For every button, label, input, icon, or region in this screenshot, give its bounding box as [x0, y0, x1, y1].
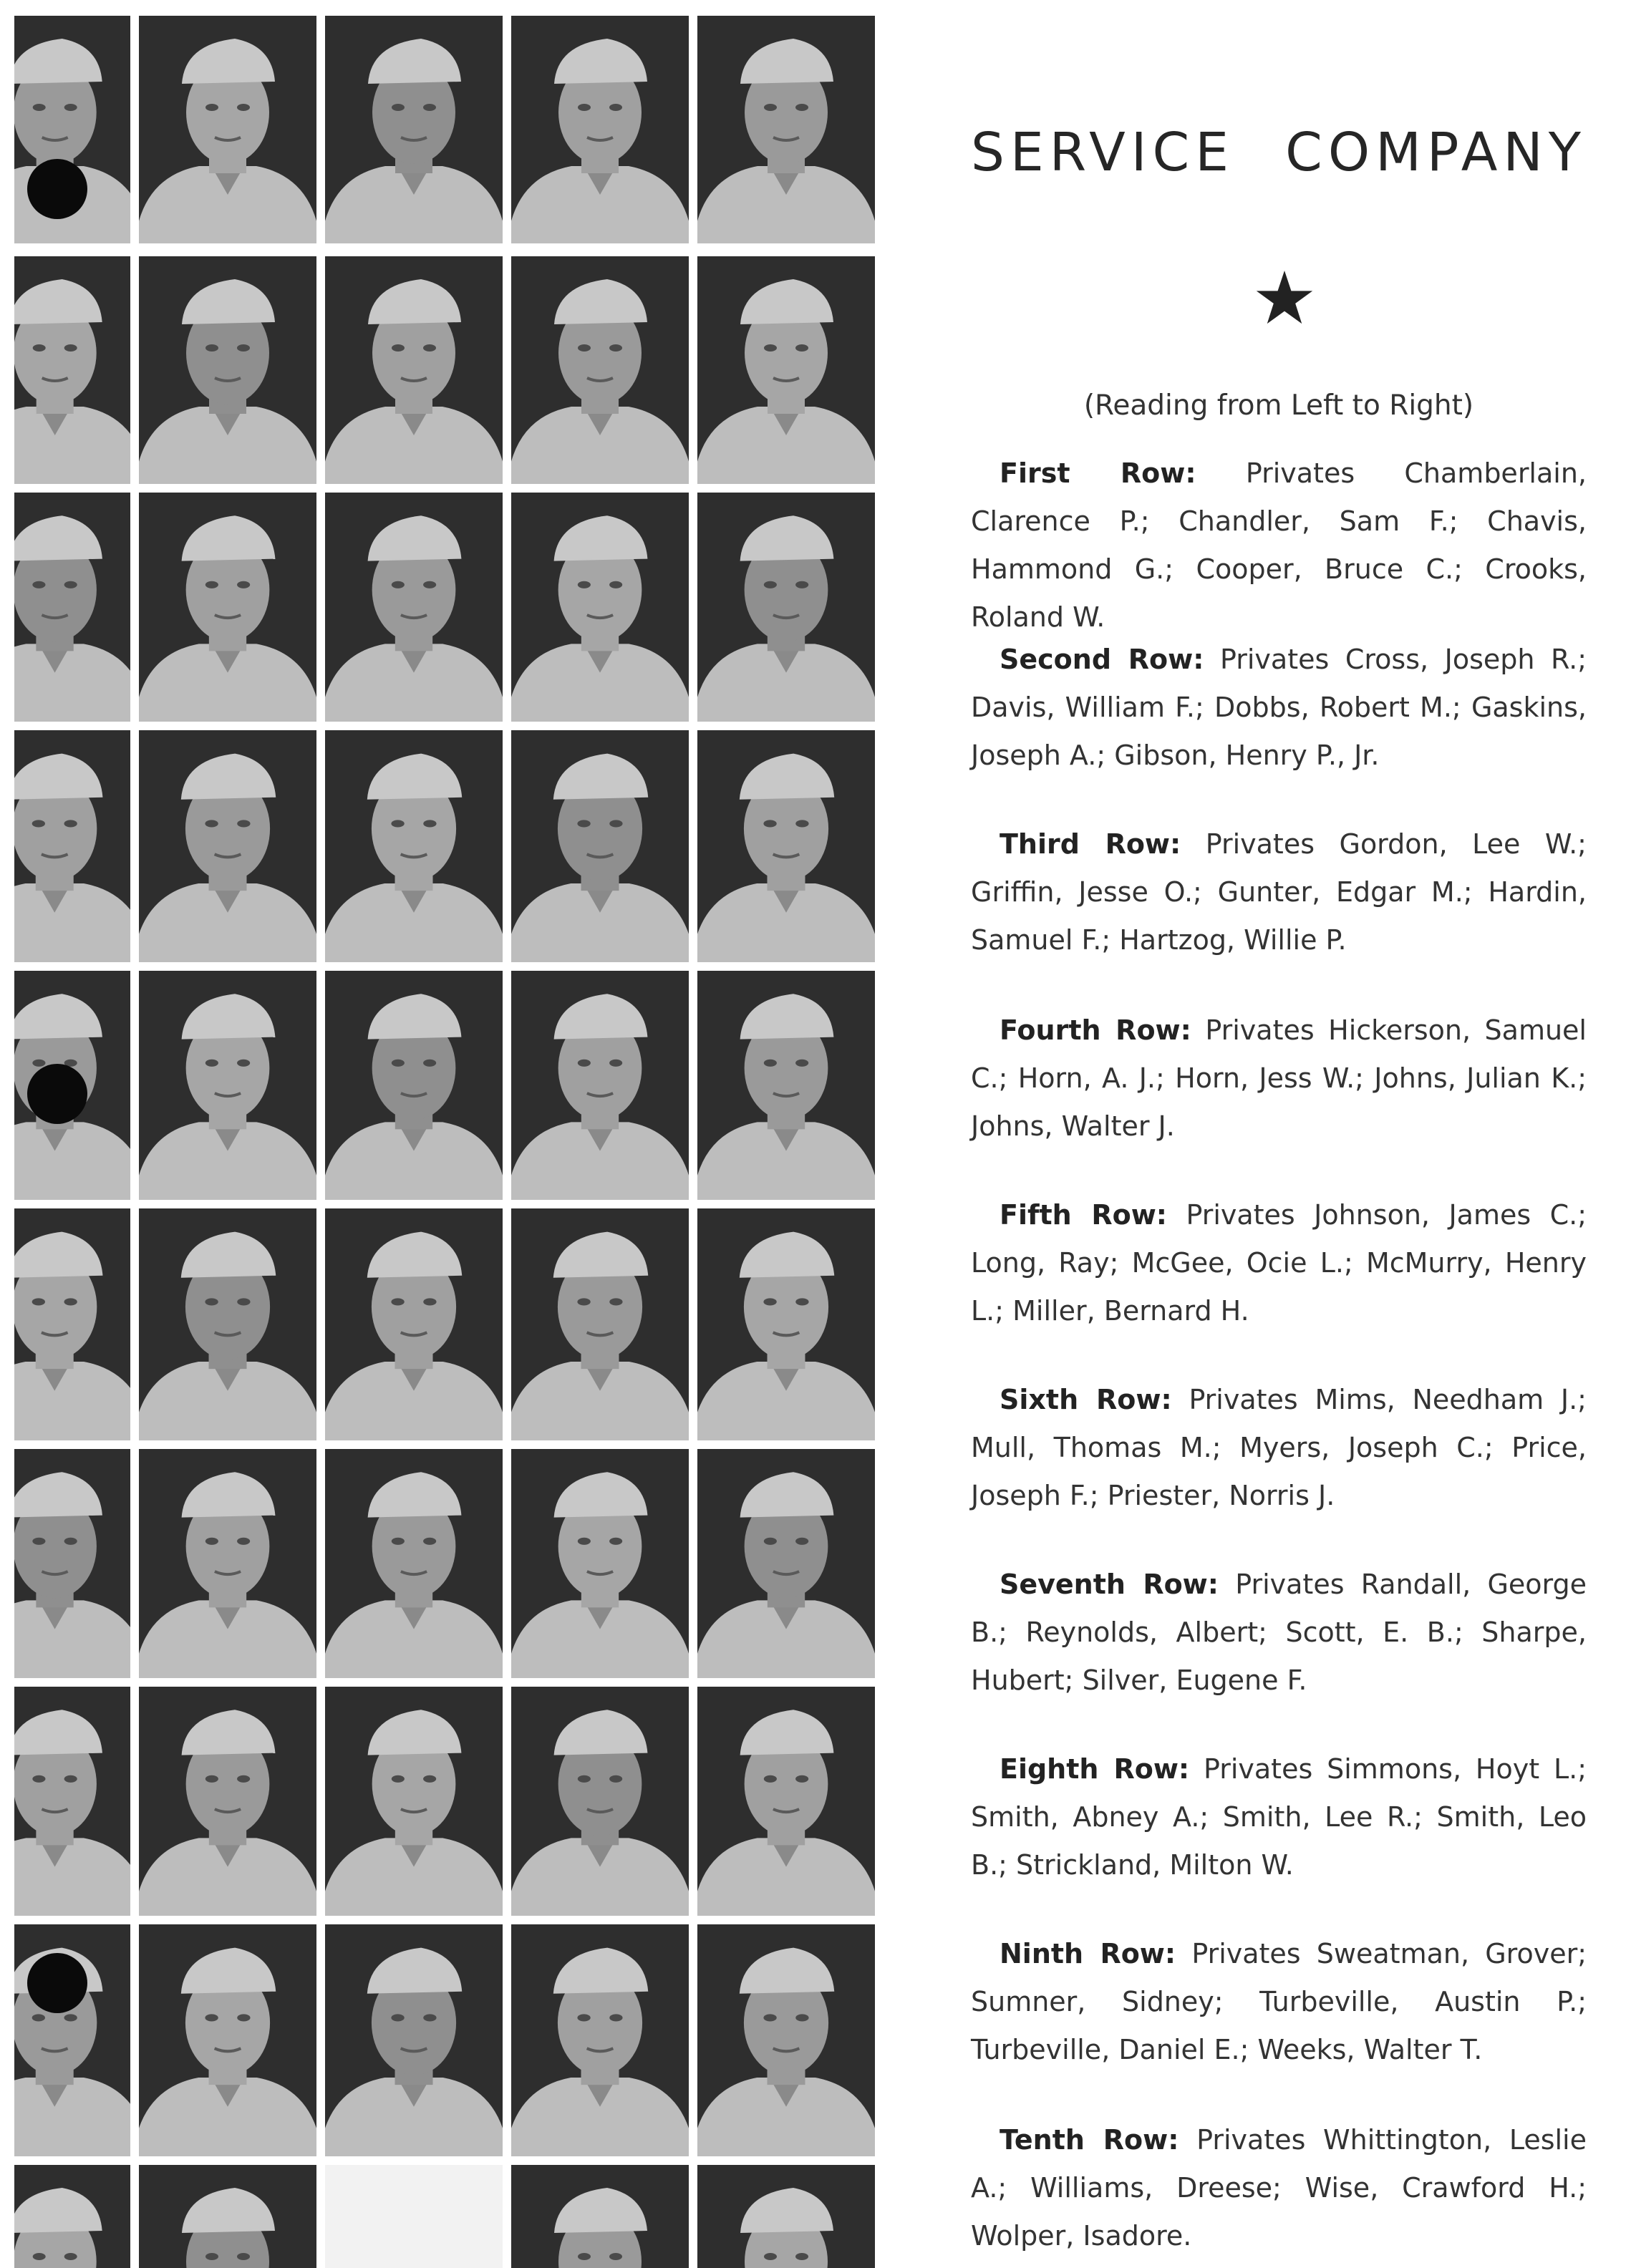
portrait-photo [325, 730, 503, 962]
page-title-word: COMPANY [1285, 122, 1587, 183]
row-names: Privates Hickerson, Samuel C.; Horn, A. J.; Horn, Jess W.; Johns, Julian K.; Johns, Walter J. [971, 1014, 1587, 1142]
portrait-photo [325, 971, 503, 1200]
portrait-photo [139, 493, 316, 722]
portrait-photo [325, 2165, 503, 2268]
row-names: Privates Mims, Needham J.; Mull, Thomas M.; Myers, Joseph C.; Price, Joseph F.; Priester, Norris J. [971, 1384, 1587, 1511]
portrait-photo [325, 1687, 503, 1916]
row-label: Second Row: [1000, 644, 1204, 675]
portrait-photo [511, 1924, 689, 2156]
portrait-photo [14, 256, 130, 484]
reading-order-note: (Reading from Left to Right) [1083, 389, 1474, 422]
row-caption [971, 1007, 1587, 1150]
page-title [971, 122, 1587, 183]
portrait-photo [511, 730, 689, 962]
portrait-photo [139, 1687, 316, 1916]
page-title-word: SERVICE [971, 122, 1234, 183]
portrait-photo [14, 1208, 130, 1440]
portrait-photo [697, 971, 875, 1200]
portrait-photo [325, 1208, 503, 1440]
row-label: Ninth Row: [1000, 1938, 1176, 1969]
portrait-photo [139, 1208, 316, 1440]
portrait-photo [511, 971, 689, 1200]
portrait-photo [325, 256, 503, 484]
row-names: Privates Randall, George B.; Reynolds, Albert; Scott, E. B.; Sharpe, Hubert; Silver, Eugene F. [971, 1569, 1587, 1696]
row-names: Privates Cross, Joseph R.; Davis, William F.; Dobbs, Robert M.; Gaskins, Joseph A.; Gibson, Henry P., Jr. [971, 644, 1587, 771]
portrait-photo [325, 1924, 503, 2156]
portrait-photo [139, 16, 316, 243]
portrait-photo [697, 730, 875, 962]
portrait-photo [14, 1449, 130, 1678]
portrait-photo [697, 1924, 875, 2156]
row-caption [971, 636, 1587, 780]
row-label: Eighth Row: [1000, 1753, 1190, 1785]
row-caption [971, 1376, 1587, 1520]
row-label: Fourth Row: [1000, 1014, 1191, 1046]
portrait-photo [697, 2165, 875, 2268]
portrait-photo [697, 256, 875, 484]
portrait-photo [139, 1924, 316, 2156]
row-caption [971, 1930, 1587, 2074]
portrait-photo [14, 1687, 130, 1916]
portrait-photo [139, 2165, 316, 2268]
row-label: Third Row: [1000, 828, 1181, 860]
portrait-photo [697, 1449, 875, 1678]
row-caption [971, 450, 1587, 641]
row-caption [971, 1191, 1587, 1335]
binder-hole [27, 1953, 87, 2013]
portrait-photo [14, 2165, 130, 2268]
portrait-photo [697, 1687, 875, 1916]
row-names: Privates Sweatman, Grover; Sumner, Sidney; Turbeville, Austin P.; Turbeville, Daniel E.; Weeks, Walter T. [971, 1938, 1587, 2065]
row-names: Privates Chamberlain, Clarence P.; Chandler, Sam F.; Chavis, Hammond G.; Cooper, Bruce C.; Crooks, Roland W. [971, 457, 1587, 633]
portrait-photo [511, 256, 689, 484]
row-caption [971, 820, 1587, 964]
row-names: Privates Gordon, Lee W.; Griffin, Jesse O.; Gunter, Edgar M.; Hardin, Samuel F.; Hartzog, Willie P. [971, 828, 1587, 956]
row-label: Sixth Row: [1000, 1384, 1172, 1415]
row-names: Privates Johnson, James C.; Long, Ray; McGee, Ocie L.; McMurry, Henry L.; Miller, Bernard H. [971, 1199, 1587, 1327]
portrait-photo [697, 16, 875, 243]
portrait-photo [139, 256, 316, 484]
row-label: First Row: [1000, 457, 1196, 489]
portrait-photo [325, 1449, 503, 1678]
portrait-photo [697, 1208, 875, 1440]
row-label: Fifth Row: [1000, 1199, 1167, 1231]
portrait-photo [511, 2165, 689, 2268]
row-names: Privates Simmons, Hoyt L.; Smith, Abney A.; Smith, Lee R.; Smith, Leo B.; Strickland, Milton W. [971, 1753, 1587, 1881]
row-label: Tenth Row: [1000, 2124, 1179, 2156]
row-label: Seventh Row: [1000, 1569, 1219, 1600]
portrait-photo [511, 1687, 689, 1916]
portrait-photo [511, 1449, 689, 1678]
portrait-photo [325, 493, 503, 722]
star-icon [1256, 271, 1313, 325]
caption-column [971, 0, 1587, 2268]
row-caption [971, 1561, 1587, 1705]
portrait-photo [511, 1208, 689, 1440]
portrait-photo [139, 1449, 316, 1678]
portrait-photo [511, 16, 689, 243]
binder-hole [27, 159, 87, 219]
portrait-photo [14, 493, 130, 722]
row-caption [971, 1745, 1587, 1889]
portrait-photo [511, 493, 689, 722]
portrait-photo [697, 493, 875, 722]
binder-hole [27, 1064, 87, 1124]
row-names: Privates Whittington, Leslie A.; Williams, Dreese; Wise, Crawford H.; Wolper, Isadore. [971, 2124, 1587, 2252]
portrait-photo [139, 730, 316, 962]
row-caption [971, 2116, 1587, 2260]
portrait-photo [139, 971, 316, 1200]
portrait-photo [325, 16, 503, 243]
portrait-photo [14, 730, 130, 962]
